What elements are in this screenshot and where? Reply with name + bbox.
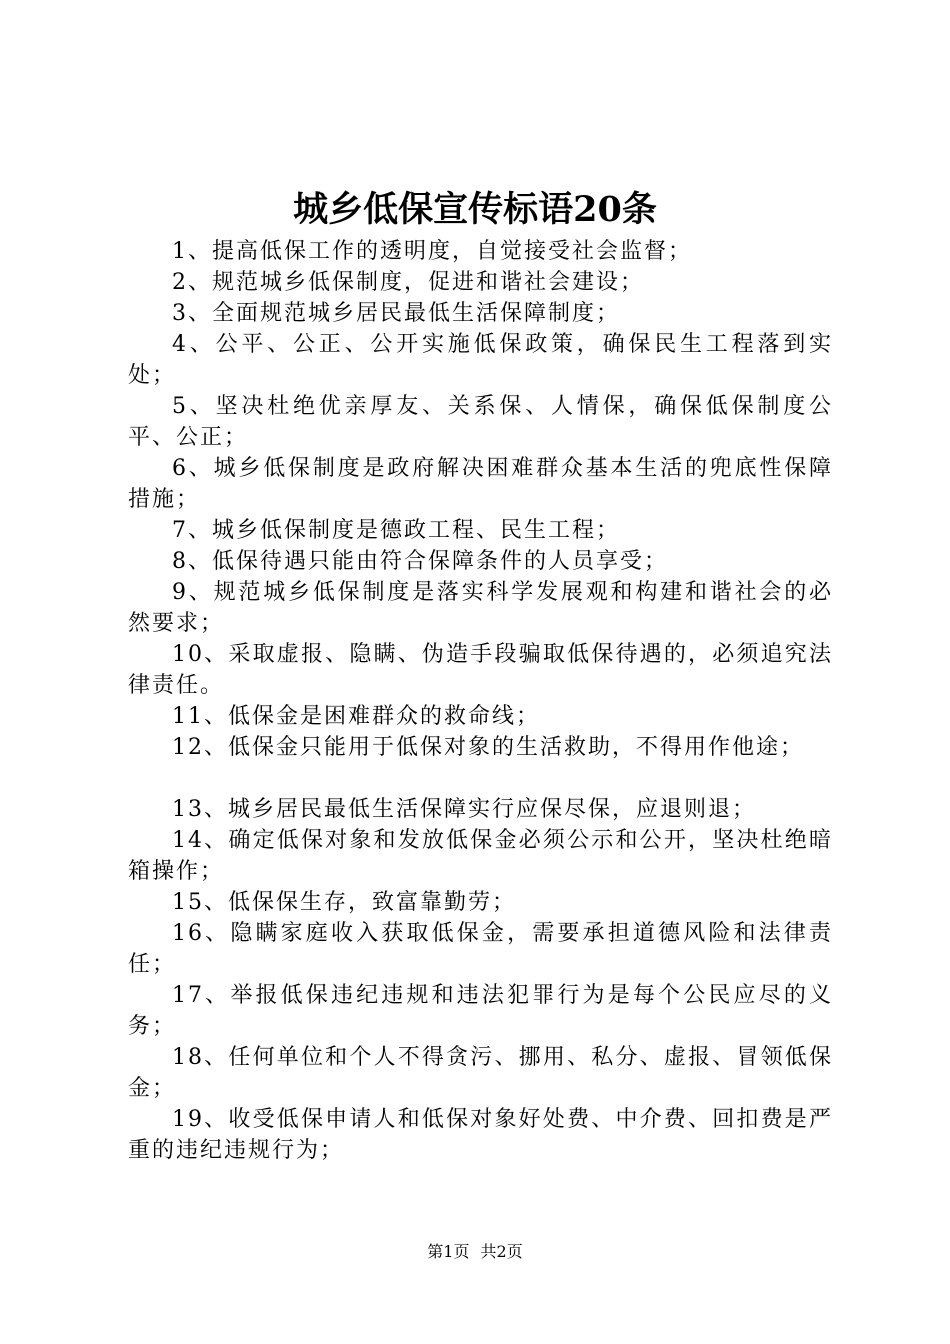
- slogan-item: 19、收受低保申请人和低保对象好处费、中介费、回扣费是严重的违纪违规行为；: [128, 1107, 833, 1163]
- slogan-item: 18、任何单位和个人不得贪污、挪用、私分、虚报、冒领低保金；: [128, 1045, 833, 1101]
- slogan-item: 5、坚决杜绝优亲厚友、关系保、人情保，确保低保制度公平、公正；: [128, 394, 833, 450]
- slogan-item: 8、低保待遇只能由符合保障条件的人员享受；: [172, 549, 668, 574]
- slogan-item: 14、确定低保对象和发放低保金必须公示和公开，坚决杜绝暗箱操作；: [128, 828, 833, 884]
- slogan-item: 2、规范城乡低保制度，促进和谐社会建设；: [172, 270, 644, 295]
- document-title: 城乡低保宣传标语20条: [293, 189, 657, 230]
- slogan-item: 1、提高低保工作的透明度，自觉接受社会监督；: [172, 239, 692, 264]
- slogan-list: [128, 236, 833, 1166]
- page-footer: [0, 1241, 950, 1263]
- slogan-item: 15、低保保生存，致富靠勤劳；: [172, 890, 516, 915]
- slogan-item: 13、城乡居民最低生活保障实行应保尽保，应退则退；: [172, 797, 756, 822]
- blank-line: [128, 763, 833, 794]
- slogan-item: 7、城乡低保制度是德政工程、民生工程；: [172, 518, 620, 543]
- slogan-item: 9、规范城乡低保制度是落实科学发展观和构建和谐社会的必然要求；: [128, 580, 833, 636]
- slogan-item: 6、城乡低保制度是政府解决困难群众基本生活的兜底性保障措施；: [128, 456, 833, 512]
- slogan-item: 10、采取虚报、隐瞒、伪造手段骗取低保待遇的，必须追究法律责任。: [128, 642, 833, 698]
- slogan-item: 11、低保金是困难群众的救命线；: [172, 704, 540, 729]
- page-total: 共2页: [480, 1242, 523, 1261]
- page-number: 第1页: [427, 1242, 470, 1261]
- slogan-item: 3、全面规范城乡居民最低生活保障制度；: [172, 301, 620, 326]
- slogan-item: 16、隐瞒家庭收入获取低保金，需要承担道德风险和法律责任；: [128, 921, 833, 977]
- slogan-item: 4、公平、公正、公开实施低保政策，确保民生工程落到实处；: [128, 332, 833, 388]
- slogan-item: 12、低保金只能用于低保对象的生活救助，不得用作他途；: [172, 735, 804, 760]
- slogan-item: 17、举报低保违纪违规和违法犯罪行为是每个公民应尽的义务；: [128, 983, 833, 1039]
